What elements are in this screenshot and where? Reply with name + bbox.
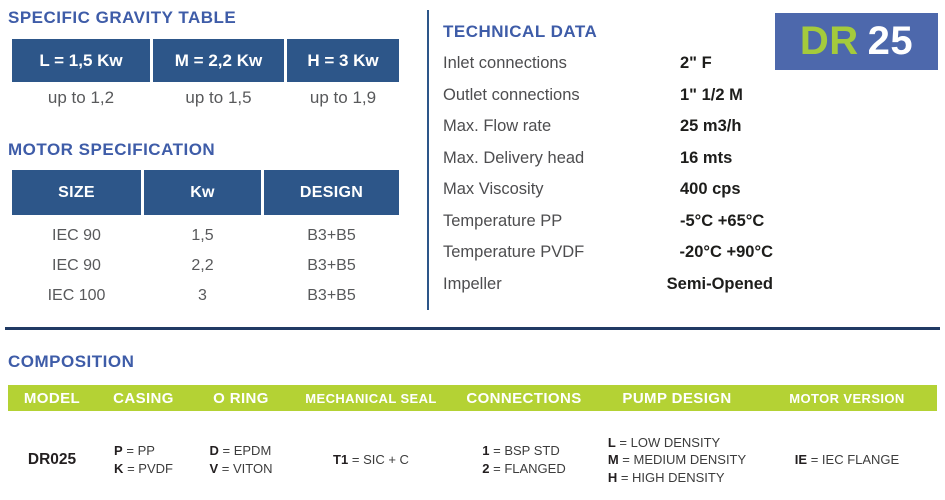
spec-value: -20°C +90°C: [679, 243, 773, 262]
model-badge: [775, 13, 938, 70]
composition-header-motor-version: MOTOR VERSION: [789, 390, 905, 406]
model-badge-number: 25: [867, 19, 914, 63]
composition-cell-motor-version: [757, 451, 937, 469]
model-code: DR025: [27, 451, 77, 468]
composition-header-pump-design: PUMP DESIGN: [622, 389, 732, 407]
spec-label: Max. Delivery head: [443, 148, 585, 167]
motor-specification-title: MOTOR SPECIFICATION: [8, 140, 216, 159]
motor-cell-kw: 1,5: [191, 227, 214, 244]
code-entry: T1 = SIC + C: [333, 452, 409, 467]
spec-label: Inlet connections: [443, 54, 567, 73]
composition-cell-mechanical-seal: [291, 451, 451, 469]
composition-cell-connections: [451, 442, 597, 478]
code-entry: D = EPDM: [209, 443, 272, 459]
gravity-value-cell: up to 1,5: [185, 88, 252, 107]
gravity-header-cell: H = 3 Kw: [287, 39, 399, 82]
motor-cell-design: B3+B5: [307, 227, 356, 244]
technical-data-row: [443, 48, 773, 80]
motor-cell-size: IEC 90: [52, 257, 101, 274]
motor-cell-size: IEC 100: [47, 287, 106, 304]
horizontal-divider: [5, 327, 940, 330]
spec-label: Max. Flow rate: [443, 117, 552, 136]
code-entry: V = VITON: [209, 460, 273, 476]
motor-cell-kw: 2,2: [191, 257, 214, 274]
composition-header-bar: [8, 385, 937, 411]
gravity-value-cell: up to 1,9: [309, 88, 377, 107]
code-entry: P = PP: [114, 443, 155, 459]
specific-gravity-table: [12, 39, 399, 114]
composition-header-mechanical-seal: MECHANICAL SEAL: [305, 390, 437, 406]
specific-gravity-title: SPECIFIC GRAVITY TABLE: [8, 8, 237, 27]
spec-value: 2" F: [680, 54, 712, 73]
gravity-header-cell: M = 2,2 Kw: [153, 39, 284, 82]
spec-label: Temperature PP: [443, 211, 563, 230]
specific-gravity-header-row: [12, 39, 399, 82]
composition-title: COMPOSITION: [8, 352, 135, 371]
technical-data-row: [443, 143, 773, 175]
code-entry: 2 = FLANGED: [482, 460, 566, 476]
motor-table-header-row: [12, 170, 399, 215]
table-row: [12, 251, 399, 281]
motor-header-cell: Kw: [144, 170, 261, 215]
technical-data-row: [443, 174, 773, 206]
composition-header-casing: CASING: [113, 389, 174, 407]
technical-data-row: [443, 237, 773, 269]
composition-cell-model: [8, 451, 96, 469]
technical-data-title: TECHNICAL DATA: [443, 22, 598, 41]
spec-value: 25 m3/h: [680, 117, 742, 136]
gravity-header-cell: L = 1,5 Kw: [12, 39, 150, 82]
composition-header-model: MODEL: [23, 389, 81, 407]
technical-data-pane: [443, 22, 773, 300]
motor-header-cell: SIZE: [12, 170, 141, 215]
technical-data-row: [443, 206, 773, 238]
composition-cell-casing: [96, 442, 191, 478]
motor-cell-size: IEC 90: [52, 227, 101, 244]
motor-cell-design: B3+B5: [307, 287, 356, 304]
technical-data-row: [443, 111, 773, 143]
left-pane: [8, 8, 408, 311]
vertical-divider: [427, 10, 429, 310]
motor-cell-design: B3+B5: [307, 257, 356, 274]
technical-data-list: [443, 48, 773, 300]
code-entry: L = LOW DENSITY: [607, 434, 721, 450]
model-badge-prefix: DR: [799, 19, 859, 63]
code-entry: M = MEDIUM DENSITY: [607, 452, 747, 467]
spec-label: Impeller: [443, 274, 502, 293]
spec-label: Temperature PVDF: [443, 243, 585, 262]
motor-table-body: [12, 221, 399, 311]
motor-cell-kw: 3: [198, 287, 207, 304]
code-entry: 1 = BSP STD: [482, 443, 560, 459]
code-entry: H = HIGH DENSITY: [607, 469, 725, 485]
spec-value: 400 cps: [680, 180, 741, 199]
spec-value: -5°C +65°C: [680, 211, 765, 230]
table-row: [12, 281, 399, 311]
spec-label: Max Viscosity: [443, 180, 544, 199]
technical-data-row: [443, 80, 773, 112]
composition-data-row: [8, 433, 937, 487]
code-entry: IE = IEC FLANGE: [794, 452, 900, 467]
technical-data-row: [443, 269, 773, 301]
specific-gravity-value-row: [12, 82, 399, 114]
composition-cell-pump-design: [597, 434, 757, 487]
spec-value: Semi-Opened: [666, 274, 773, 293]
composition-section: [8, 352, 937, 487]
spec-value: 1" 1/2 M: [680, 85, 743, 104]
spec-value: 16 mts: [680, 148, 733, 167]
composition-header-connections: CONNECTIONS: [466, 389, 582, 407]
spec-label: Outlet connections: [443, 85, 580, 104]
gravity-value-cell: up to 1,2: [47, 88, 115, 107]
composition-header-o-ring: O RING: [213, 389, 269, 407]
composition-cell-o-ring: [191, 442, 291, 478]
code-entry: K = PVDF: [114, 460, 173, 476]
motor-specification-table: [12, 170, 399, 311]
table-row: [12, 221, 399, 251]
motor-header-cell: DESIGN: [264, 170, 399, 215]
